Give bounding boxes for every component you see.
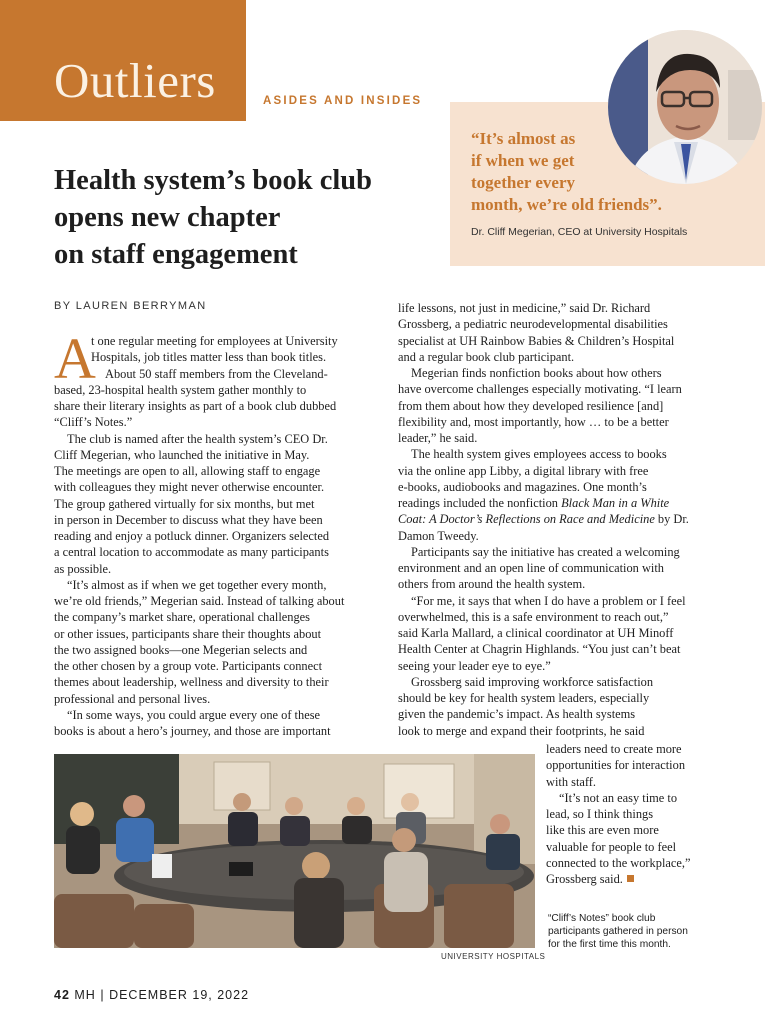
text-line: Cliff Megerian, who launched the initiative in May. (54, 447, 310, 462)
text-line: given the pandemic’s impact. As health systems (398, 707, 636, 722)
article-column-right (398, 300, 718, 739)
text-line: t one regular meeting for employees at University (91, 334, 338, 348)
text-line: The meetings are open to all, allowing staff to engage (54, 464, 321, 478)
text-line: as possible. (54, 561, 112, 576)
text-line: About 50 staff members from the Cleveland- (105, 366, 328, 381)
text-line: said Karla Mallard, a clinical coordinator at UH Minoff (398, 626, 674, 640)
drop-cap: A (54, 326, 96, 391)
pull-quote-line: month, we’re old friends”. (471, 195, 662, 214)
portrait-illustration (608, 30, 762, 184)
text-line: The health system gives employees access to books (411, 447, 667, 462)
text-line: e-books, audiobooks and magazines. One month’s (398, 479, 647, 494)
text-fragment: readings included the nonfiction (398, 496, 562, 510)
text-line: the two assigned books—one Megerian selects and (54, 642, 308, 657)
text-line: seeing your leader eye to eye.” (398, 658, 551, 673)
article-column-left (54, 326, 366, 739)
text-line: based, 23-hospital health system gather monthly to (54, 382, 307, 397)
text-line: others from around the health system. (398, 577, 586, 592)
text-line: share their literary insights as part of a book club dubbed (54, 399, 337, 413)
meeting-photo-illustration (54, 754, 535, 948)
folio-separator: | (100, 988, 105, 1002)
text-line: Grossberg, a pediatric neurodevelopmental disabilities (398, 317, 668, 332)
text-line (398, 511, 718, 527)
text-line: the company’s market share, operational challenges (54, 610, 310, 625)
text-line: Participants say the initiative has created a welcoming (411, 544, 680, 559)
section-title: Outliers (54, 53, 216, 108)
text-line: should be key for health system leaders, especially (398, 691, 650, 705)
caption-line: for the first time this month. (548, 939, 671, 950)
byline: BY LAUREN BERRYMAN (54, 300, 207, 312)
text-line: from them about how they developed resilience [and] (398, 398, 664, 413)
page-folio (54, 988, 249, 1002)
text-line: opportunities for interaction (546, 758, 686, 773)
section-label: ASIDES AND INSIDES (263, 95, 423, 107)
text-line: Damon Tweedy. (398, 528, 479, 543)
text-line: leaders need to create more (546, 742, 682, 756)
text-fragment: Grossberg said. (546, 872, 623, 886)
text-line: the other chosen by a group vote. Participants connect (54, 659, 323, 673)
text-line: “In some ways, you could argue every one of these (67, 707, 321, 722)
text-line: “For me, it says that when I do have a problem or I feel (411, 593, 686, 608)
issue-date: DECEMBER 19, 2022 (109, 988, 250, 1002)
text-line (398, 495, 718, 511)
pull-quote-credit: Dr. Cliff Megerian, CEO at University Hospitals (471, 226, 688, 238)
text-line: a central location to accommodate as many participants (54, 545, 329, 560)
text-line: have overcome challenges especially motivating. “I learn (398, 382, 682, 397)
text-line: Grossberg said improving workforce satisfaction (411, 674, 654, 689)
text-line: or other issues, participants share their thoughts about (54, 626, 322, 641)
text-line: specialist at UH Rainbow Babies & Children’s Hospital (398, 333, 675, 348)
text-line: professional and personal lives. (54, 691, 211, 706)
section-banner (0, 0, 246, 121)
text-line: books is about a hero’s journey, and those are important (54, 724, 331, 738)
text-line: with colleagues they might never otherwise encounter. (54, 480, 325, 495)
portrait-photo (608, 30, 762, 184)
text-line: in person in December to discuss what they have been (54, 512, 323, 527)
text-line: like this are even more (546, 823, 659, 838)
article-headline (54, 162, 424, 273)
text-line: flexibility and, most importantly, how … to be a better (398, 414, 669, 429)
text-line: Health Center at Chagrin Highlands. “You just can’t beat (398, 642, 681, 657)
text-line: connected to the workplace,” (546, 855, 691, 870)
text-line: overwhelmed, this is a safe environment to reach out,” (398, 609, 669, 624)
headline-line: opens new chapter (54, 202, 281, 233)
pull-quote-line: “It’s almost as (471, 129, 576, 148)
pull-quote-line: together every (471, 173, 575, 192)
book-title: Black Man in a White (561, 496, 670, 510)
text-fragment: by Dr. (654, 512, 689, 527)
text-line: “It’s almost as if when we get together every month, (67, 577, 327, 592)
article-column-side (546, 741, 718, 887)
text-line: we’re old friends,” Megerian said. Instead of talking about (54, 594, 345, 608)
publication-name: MH (74, 988, 96, 1002)
text-line: lead, so I think things (546, 807, 654, 821)
text-line: The club is named after the health system’s CEO Dr. (67, 431, 328, 446)
pull-quote-line: if when we get (471, 151, 575, 170)
book-title-cont: Coat: A Doctor’s Reflections on Race and Medicine (398, 512, 655, 527)
text-line: reading and enjoy a potluck dinner. Organizers selected (54, 529, 330, 543)
text-line: The group gathered virtually for six months, but met (54, 496, 315, 511)
end-mark (627, 875, 634, 882)
headline-line: on staff engagement (54, 239, 298, 270)
text-line: themes about leadership, wellness and diversity to their (54, 675, 329, 690)
text-line: “Cliff’s Notes.” (54, 415, 133, 430)
meeting-photo (54, 754, 535, 948)
text-line: “It’s not an easy time to (559, 790, 678, 805)
text-line: environment and an open line of communication with (398, 561, 664, 575)
text-line: via the online app Libby, a digital library with free (398, 463, 649, 478)
text-line: life lessons, not just in medicine,” said Dr. Richard (398, 301, 651, 315)
text-line: and a regular book club participant. (398, 349, 575, 364)
caption-line: participants gathered in person (548, 926, 688, 937)
text-line: leader,” he said. (398, 431, 478, 445)
text-line: valuable for people to feel (546, 839, 677, 854)
text-line (546, 871, 718, 887)
text-line: with staff. (546, 774, 597, 789)
photo-credit: UNIVERSITY HOSPITALS (441, 952, 546, 961)
text-line: Hospitals, job titles matter less than book titles. (91, 350, 327, 365)
text-line: look to merge and expand their footprints, he said (398, 723, 645, 738)
caption-line: “Cliff’s Notes” book club (548, 913, 656, 924)
text-line: Megerian finds nonfiction books about how others (411, 366, 662, 380)
headline-line: Health system’s book club (54, 165, 373, 196)
photo-caption (548, 912, 723, 951)
page-number: 42 (54, 988, 70, 1002)
